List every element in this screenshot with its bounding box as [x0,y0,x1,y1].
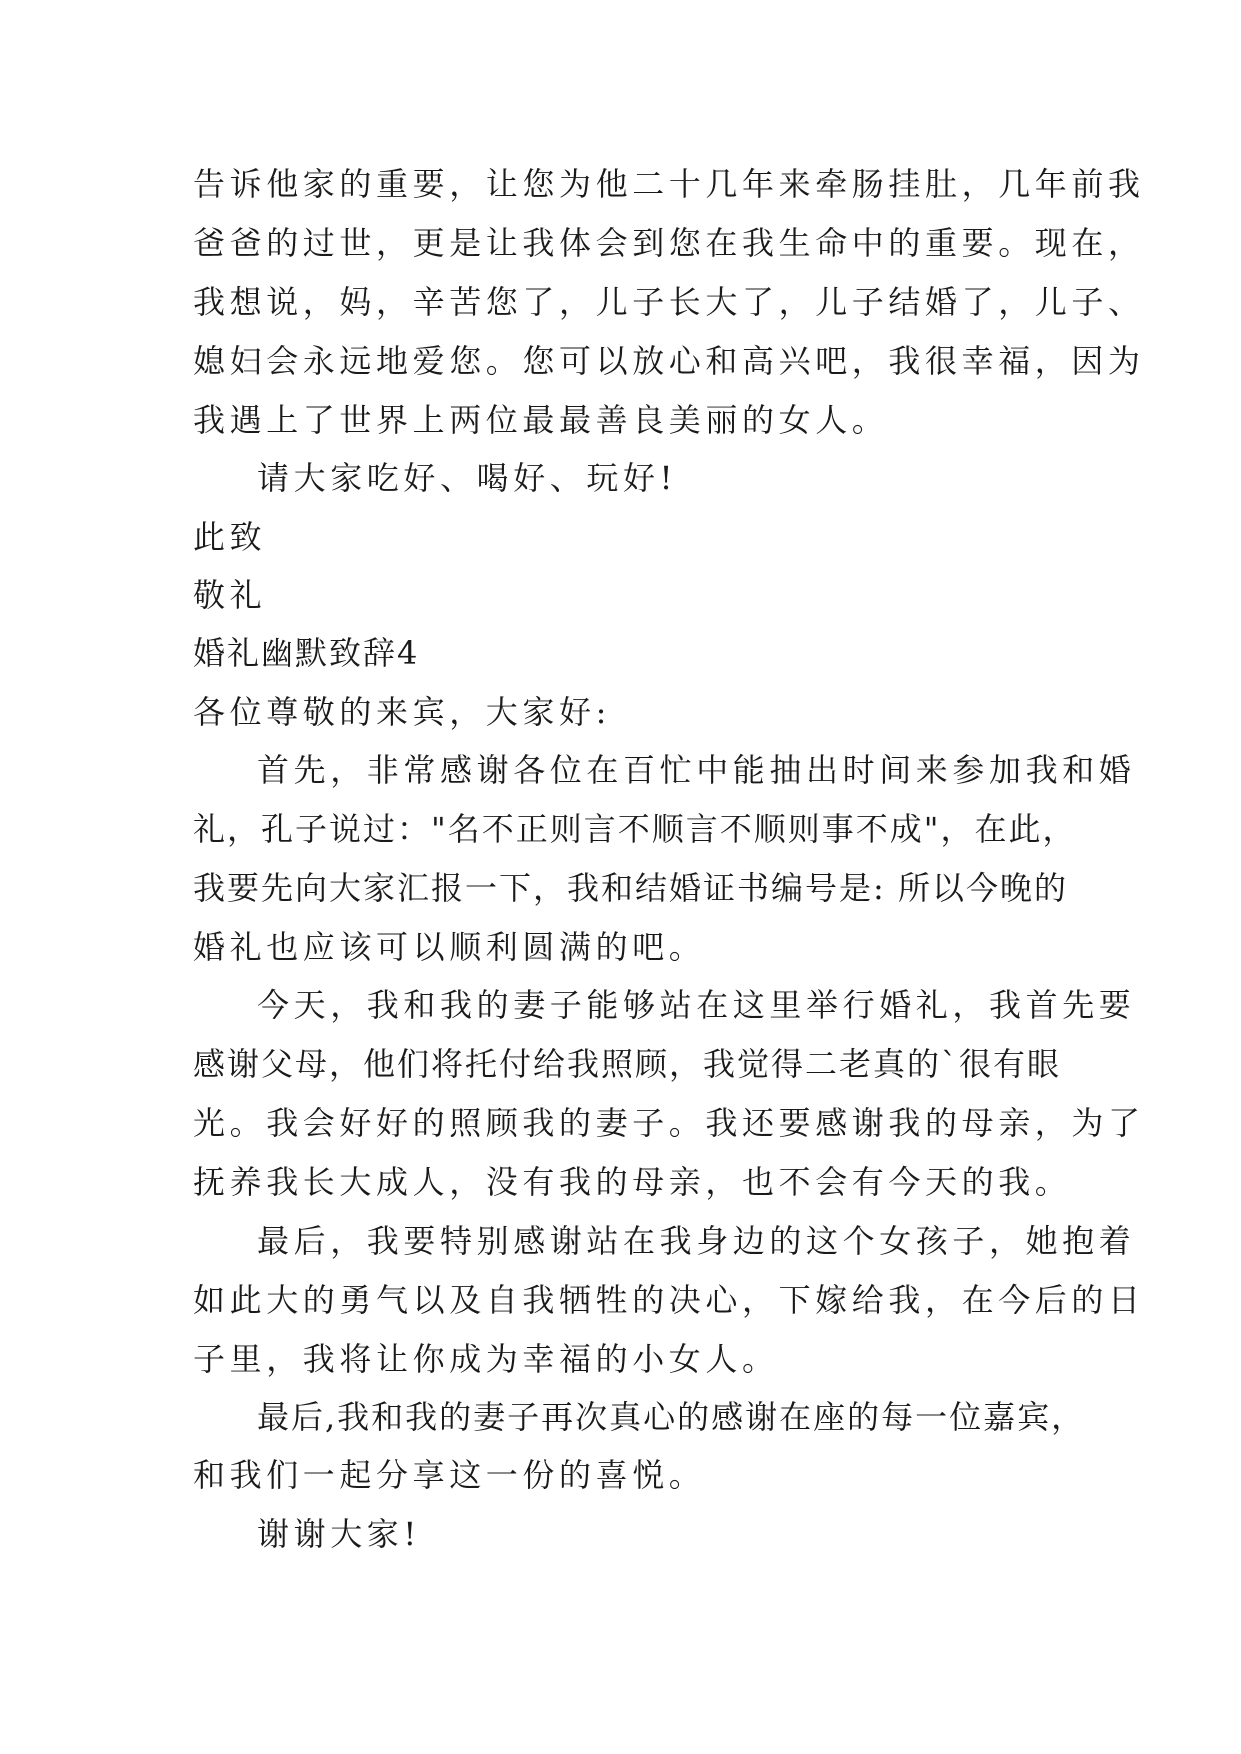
closing-salutation: 此致 [193,518,267,556]
text-line: 子里，我将让你成为幸福的小女人。 [193,1340,779,1378]
text-line: 请大家吃好、喝好、玩好! [257,459,678,497]
text-line: 感谢父母，他们将托付给我照顾，我觉得二老真的`很有眼 [193,1045,1062,1083]
text-line: 我想说，妈，辛苦您了，儿子长大了，儿子结婚了，儿子、 [193,283,1145,321]
text-line: 今天，我和我的妻子能够站在这里举行婚礼，我首先要 [257,986,1136,1024]
text-line: 媳妇会永远地爱您。您可以放心和高兴吧，我很幸福，因为 [193,342,1145,380]
greeting: 各位尊敬的来宾，大家好: [193,693,611,731]
text-line: 抚养我长大成人，没有我的母亲，也不会有今天的我。 [193,1163,1072,1201]
text-line: 告诉他家的重要，让您为他二十几年来牵肠挂肚，几年前我 [193,165,1145,203]
text-line: 我遇上了世界上两位最最善良美丽的女人。 [193,401,889,439]
section-heading: 婚礼幽默致辞4 [193,634,420,672]
text-line: 谢谢大家! [257,1515,421,1553]
closing-regards: 敬礼 [193,576,267,614]
text-line: 如此大的勇气以及自我牺牲的决心，下嫁给我，在今后的日 [193,1281,1145,1319]
text-line: 和我们一起分享这一份的喜悦。 [193,1456,706,1494]
text-line: 首先，非常感谢各位在百忙中能抽出时间来参加我和婚 [257,751,1136,789]
text-line: 礼，孔子说过："名不正则言不顺言不顺则事不成"，在此， [193,810,1077,848]
text-line: 婚礼也应该可以顺利圆满的吧。 [193,928,706,966]
text-line: 最后，我要特别感谢站在我身边的这个女孩子，她抱着 [257,1222,1136,1260]
text-line: 最后,我和我的妻子再次真心的感谢在座的每一位嘉宾， [257,1398,1086,1436]
text-line: 光。我会好好的照顾我的妻子。我还要感谢我的母亲，为了 [193,1104,1145,1142]
text-line: 我要先向大家汇报一下，我和结婚证书编号是: 所以今晚的 [193,869,1068,907]
text-line: 爸爸的过世，更是让我体会到您在我生命中的重要。现在， [193,224,1145,262]
